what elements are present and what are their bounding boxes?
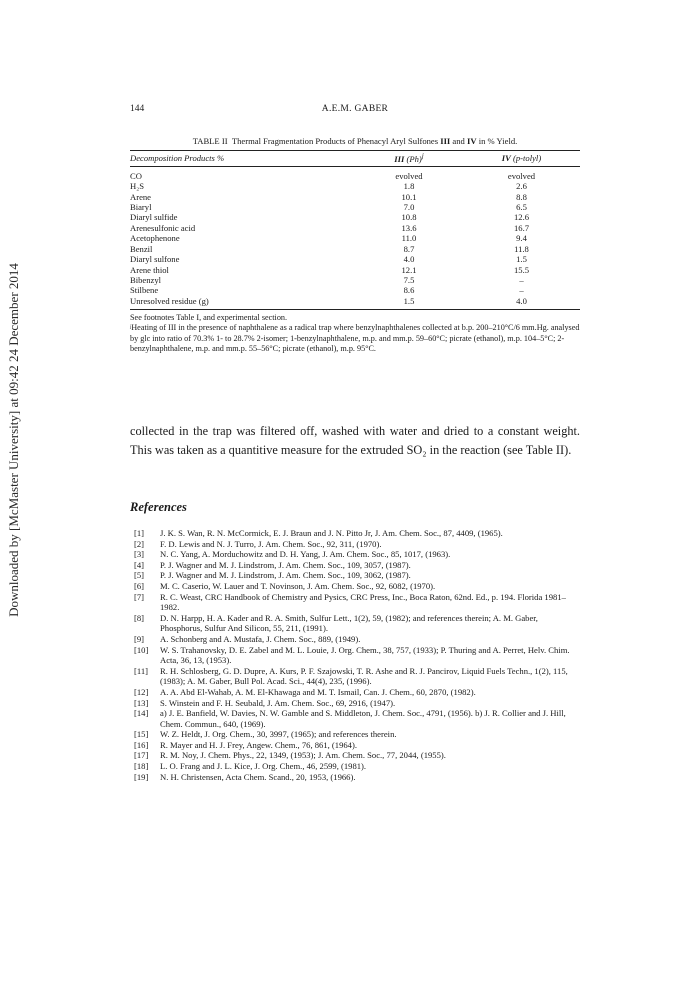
reference-number: [15] xyxy=(134,729,149,740)
iv-value-cell: 6.5 xyxy=(516,202,527,213)
table-row xyxy=(130,233,580,243)
reference-number: [5] xyxy=(134,570,145,581)
iv-value-cell: – xyxy=(519,285,524,296)
product-name-cell: H₂S xyxy=(130,181,144,192)
reference-item xyxy=(130,613,580,634)
reference-text: P. J. Wagner and M. J. Lindstrom, J. Am. Chem. Soc., 109, 3062, (1987). xyxy=(160,570,411,581)
iii-value-cell: 10.1 xyxy=(401,191,417,202)
products-table xyxy=(130,150,580,310)
download-watermark-text: Downloaded by [McMaster University] at 09:42 24 December 2014 xyxy=(6,263,21,617)
reference-text: S. Winstein and F. H. Seubald, J. Am. Chem. Soc., 69, 2916, (1947). xyxy=(160,697,396,708)
reference-text: A. A. Abd El-Wahab, A. M. El-Khawaga and M. T. Ismail, Can. J. Chem., 60, 2870, (1982). xyxy=(160,686,476,697)
table-row xyxy=(130,254,580,264)
reference-text: a) J. E. Banfield, W. Davies, N. W. Gamble and S. Middleton, J. Chem. Soc., 4791, (1956). b) J. R. Collier and J. Hill, Chem. Commun., 640, (1969). xyxy=(160,708,566,729)
reference-text: R. M. Noy, J. Chem. Phys., 22, 1349, (1953); J. Am. Chem. Soc., 77, 2044, (1955). xyxy=(160,750,446,761)
reference-item xyxy=(130,772,580,783)
table-row xyxy=(130,166,580,181)
reference-number: [2] xyxy=(134,538,145,549)
compound-iii-label: III xyxy=(440,136,451,146)
running-head: A.E.M. GABER xyxy=(321,104,389,114)
reference-number: [12] xyxy=(134,686,149,697)
reference-text: N. H. Christensen, Acta Chem. Scand., 20, 1953, (1966). xyxy=(160,771,356,782)
reference-text: N. C. Yang, A. Morduchowitz and D. H. Yang, J. Am. Chem. Soc., 85, 1017, (1963). xyxy=(160,549,451,560)
reference-number: [1] xyxy=(134,528,145,538)
table-row xyxy=(130,181,580,191)
iv-value-cell: 15.5 xyxy=(513,264,530,275)
reference-item xyxy=(130,750,580,761)
reference-item xyxy=(130,666,580,687)
table-row xyxy=(130,285,580,295)
reference-item xyxy=(130,740,580,751)
reference-number: [7] xyxy=(134,591,145,602)
table-row xyxy=(130,223,580,233)
table-header-row xyxy=(130,151,580,167)
product-name-cell: Unresolved residue (g) xyxy=(130,296,355,310)
reference-number: [8] xyxy=(134,612,145,623)
reference-text: R. H. Schlosberg, G. D. Dupre, A. Kurs, P. F. Szajowski, T. R. Ashe and R. J. Pancirov, Liquid Fuels Techn., 1(2), 115, (1983); A. M. Gaber, Bull Pol. Acad. Sci., 44(4), 235, (1996). xyxy=(160,665,568,687)
table-caption-text-2: and xyxy=(450,136,467,146)
iii-value-cell: 4.0 xyxy=(403,254,415,265)
iv-value-cell: 8.8 xyxy=(516,191,527,202)
product-name-cell: Diaryl sulfone xyxy=(130,254,180,265)
reference-item xyxy=(130,549,580,560)
table-caption-label: TABLE II xyxy=(192,136,228,146)
reference-item xyxy=(130,645,580,666)
iv-value-cell: 9.4 xyxy=(516,233,527,244)
page-number: 144 xyxy=(130,104,145,114)
table-body xyxy=(130,166,580,309)
table-row xyxy=(130,192,580,202)
reference-text: J. K. S. Wan, R. N. McCormick, E. J. Braun and J. N. Pitto Jr, J. Am. Chem. Soc., 87, 4409, (1965). xyxy=(160,528,503,538)
product-name-cell: Stilbene xyxy=(130,285,159,296)
reference-number: [6] xyxy=(134,580,145,591)
reference-item xyxy=(130,539,580,550)
col-header-iii-compound: III xyxy=(394,153,405,164)
reference-text: R. Mayer and H. J. Frey, Angew. Chem., 76, 861, (1964). xyxy=(160,739,357,750)
reference-text: P. J. Wagner and M. J. Lindstrom, J. Am. Chem. Soc., 109, 3057, (1987). xyxy=(160,559,411,570)
page-header xyxy=(130,104,580,118)
iv-value-cell: evolved xyxy=(507,170,536,181)
table-caption-text-1: Thermal Fragmentation Products of Phenacyl Aryl Sulfones xyxy=(231,136,441,146)
product-name-cell: CO xyxy=(130,170,142,181)
reference-item xyxy=(130,570,580,581)
table-row xyxy=(130,202,580,212)
product-name-cell: Biaryl xyxy=(130,202,152,213)
iv-value-cell: 1.5 xyxy=(516,254,527,265)
col-header-products: Decomposition Products % xyxy=(130,151,355,167)
iii-value-cell: 11.0 xyxy=(401,233,417,244)
iii-value-cell: 1.8 xyxy=(403,181,415,192)
iii-value-cell: 12.1 xyxy=(401,264,417,275)
reference-text: M. C. Caserio, W. Lauer and T. Novinson, J. Am. Chem. Soc., 92, 6082, (1970). xyxy=(160,580,436,591)
col-header-iii xyxy=(355,151,463,167)
table-row xyxy=(130,275,580,285)
iv-value-cell: – xyxy=(519,274,524,285)
iv-value-cell: 2.6 xyxy=(516,181,527,192)
product-name-cell: Acetophenone xyxy=(130,233,180,244)
iv-value-cell: 16.7 xyxy=(513,222,530,233)
reference-item xyxy=(130,592,580,613)
download-watermark xyxy=(6,160,22,720)
reference-number: [13] xyxy=(134,697,149,708)
reference-number: [10] xyxy=(134,644,149,655)
reference-item xyxy=(130,698,580,709)
iii-value-cell: evolved xyxy=(395,170,423,181)
reference-number: [14] xyxy=(134,708,149,719)
iv-value-cell: 4.0 xyxy=(463,296,580,310)
product-name-cell: Benzil xyxy=(130,243,153,254)
table-row xyxy=(130,212,580,222)
reference-number: [19] xyxy=(134,771,149,782)
reference-text: D. N. Harpp, H. A. Kader and R. A. Smith, Sulfur Lett., 1(2), 59, (1982); and references therein; A. M. Gaber, Phosphorus, Sulfur And Silicon, 55, 211, (1991). xyxy=(160,612,538,634)
reference-item xyxy=(130,708,580,729)
table-caption-text-3: in % Yield. xyxy=(476,136,518,146)
reference-text: W. Z. Heldt, J. Org. Chem., 30, 3997, (1965); and references therein. xyxy=(160,729,397,740)
table-caption xyxy=(130,136,580,146)
col-header-iv xyxy=(463,151,580,167)
reference-number: [3] xyxy=(134,549,145,560)
col-header-iv-compound: IV xyxy=(501,152,511,163)
reference-item xyxy=(130,761,580,772)
product-name-cell: Arenesulfonic acid xyxy=(130,222,196,233)
body-paragraph: collected in the trap was filtered off, washed with water and dried to a constant weight. This was taken as a quantitive measure for the extruded SO₂ in the reaction (see Table II). xyxy=(130,424,580,457)
compound-iv-label: IV xyxy=(467,136,477,146)
reference-item xyxy=(130,729,580,740)
table-note-1: See footnotes Table I, and experimental section. xyxy=(130,313,288,323)
table-ii xyxy=(130,136,580,354)
col-header-iii-sub: (Ph) xyxy=(404,153,422,164)
reference-number: [16] xyxy=(134,739,149,750)
iii-value-cell: 10.8 xyxy=(401,212,417,223)
reference-number: [17] xyxy=(134,750,149,761)
reference-number: [18] xyxy=(134,761,149,772)
references-list xyxy=(130,528,580,782)
reference-number: [11] xyxy=(134,665,148,676)
product-name-cell: Arene xyxy=(130,191,151,202)
product-name-cell: Diaryl sulfide xyxy=(130,212,178,223)
reference-item xyxy=(130,560,580,571)
iii-value-cell: 8.7 xyxy=(403,243,415,254)
product-name-cell: Bibenzyl xyxy=(130,274,162,285)
iii-value-cell: 13.6 xyxy=(401,222,417,233)
iii-value-cell: 8.6 xyxy=(403,285,415,296)
reference-text: A. Schonberg and A. Mustafa, J. Chem. Soc., 889, (1949). xyxy=(160,633,361,644)
table-row xyxy=(130,265,580,275)
table-note-2: ʲHeating of III in the presence of naphthalene as a radical trap where benzylnaphthalenes collected at b.p. 200–210°C/6 mm.Hg. analysed by glc into ratio of 70.3% 1- to 28.7% 2-isomer; 1-benzylnaphthalene, m.p. and mm.p. 59–60°C; picrate (ethanol), m.p. 104–5°C; 2-benzylnaphthalene, m.p. and mm.p. 55–56°C; picrate (ethanol), m.p. 95°C. xyxy=(130,323,580,354)
reference-item xyxy=(130,581,580,592)
table-notes xyxy=(130,313,580,354)
reference-item xyxy=(130,634,580,645)
reference-text: R. C. Weast, CRC Handbook of Chemistry and Pysics, CRC Press, Inc., Boca Raton, 62nd. Ed., p. 194. Florida 1981–1982. xyxy=(160,591,566,613)
iii-value-cell: 7.5 xyxy=(403,274,415,285)
iv-value-cell: 12.6 xyxy=(513,212,530,223)
col-header-iii-footnote-mark: j xyxy=(421,152,424,160)
iv-value-cell: 11.8 xyxy=(514,243,529,254)
reference-number: [9] xyxy=(134,633,145,644)
reference-text: F. D. Lewis and N. J. Turro, J. Am. Chem. Soc., 92, 311, (1970). xyxy=(160,538,382,549)
reference-item xyxy=(130,687,580,698)
reference-text: W. S. Trahanovsky, D. E. Zabel and M. L. Louie, J. Org. Chem., 38, 757, (1933); P. Thuring and A. Perret, Helv. Chim. Acta, 36, 13, (1953). xyxy=(160,644,570,666)
iii-value-cell: 1.5 xyxy=(355,296,463,310)
product-name-cell: Arene thiol xyxy=(130,264,169,275)
reference-number: [4] xyxy=(134,559,145,570)
col-header-iv-sub: (p-tolyl) xyxy=(510,152,542,163)
table-row xyxy=(130,244,580,254)
reference-text: L. O. Frang and J. L. Kice, J. Org. Chem., 46, 2599, (1981). xyxy=(160,761,367,772)
reference-item xyxy=(130,528,580,539)
references-heading: References xyxy=(130,500,187,514)
table-row xyxy=(130,296,580,310)
iii-value-cell: 7.0 xyxy=(403,202,415,213)
